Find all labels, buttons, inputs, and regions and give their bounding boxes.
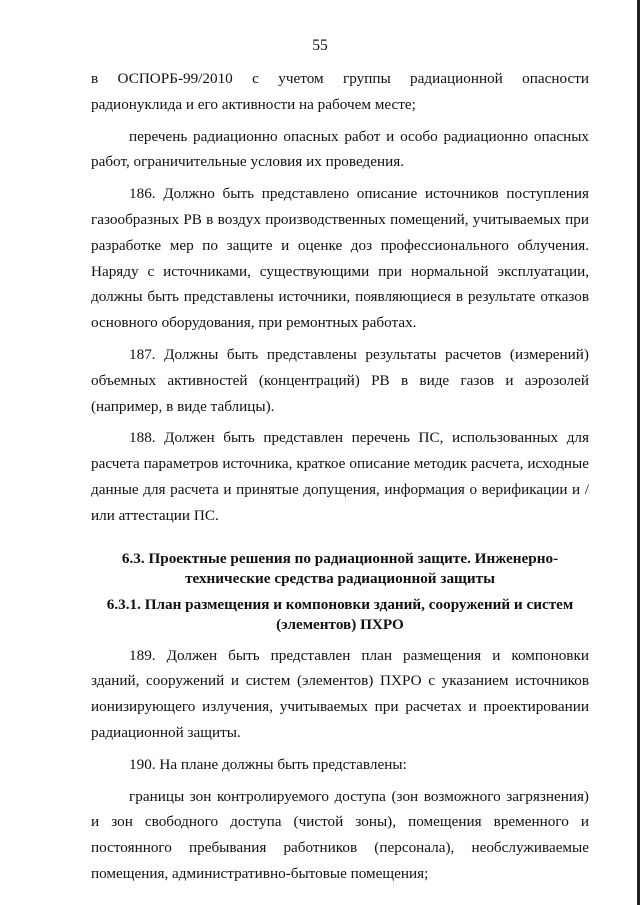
paragraph-hazardous-works: перечень радиационно опасных работ и особо радиационно опасных работ, ограничительные условия их проведения. xyxy=(91,127,589,171)
paragraph-188: 188. Должен быть представлен перечень ПС, использованных для расчета параметров источника, краткое описание методик расчета, исходные данные для расчета и принятые допущения, информация о верификации и / или аттестации ПС. xyxy=(91,429,589,524)
page-number: 55 xyxy=(312,37,328,54)
paragraph-continuation: в ОСПОРБ-99/2010 с учетом группы радиационной опасности радионуклида и его активности на рабочем месте; xyxy=(91,70,589,113)
paragraph-190: 190. На плане должны быть представлены: xyxy=(129,755,407,773)
paragraph-zone-boundaries: границы зон контролируемого доступа (зон возможного загрязнения) и зон свободного доступа (чистой зоны), помещения временного и постоянного пребывания работников (персонала), необслуживаемые помещения, административно-бытовые помещения; xyxy=(91,787,589,882)
paragraph-189: 189. Должен быть представлен план размещения и компоновки зданий, сооружений и систем (элементов) ПХРО с указанием источников ионизирующего излучения, учитываемых при расчетах и проектировании радиационной защиты. xyxy=(91,646,589,741)
paragraph-187: 187. Должны быть представлены результаты расчетов (измерений) объемных активностей (концентраций) РВ в виде газов и аэрозолей (например, в виде таблицы). xyxy=(91,345,589,415)
section-heading-6-3-1: 6.3.1. План размещения и компоновки зданий, сооружений и систем (элементов) ПХРО xyxy=(106,595,574,633)
section-heading-6-3: 6.3. Проектные решения по радиационной защите. Инженерно-технические средства радиационной защиты xyxy=(121,549,559,587)
paragraph-186: 186. Должно быть представлено описание источников поступления газообразных РВ в воздух производственных помещений, учитываемых при разработке мер по защите и оценке доз профессионального облучения. Наряду с источниками, существующими при нормальной эксплуатации, должны быть представлены источники, появляющиеся в результате отказов основного оборудования, при ремонтных работах. xyxy=(91,185,589,332)
page-content xyxy=(91,66,589,893)
